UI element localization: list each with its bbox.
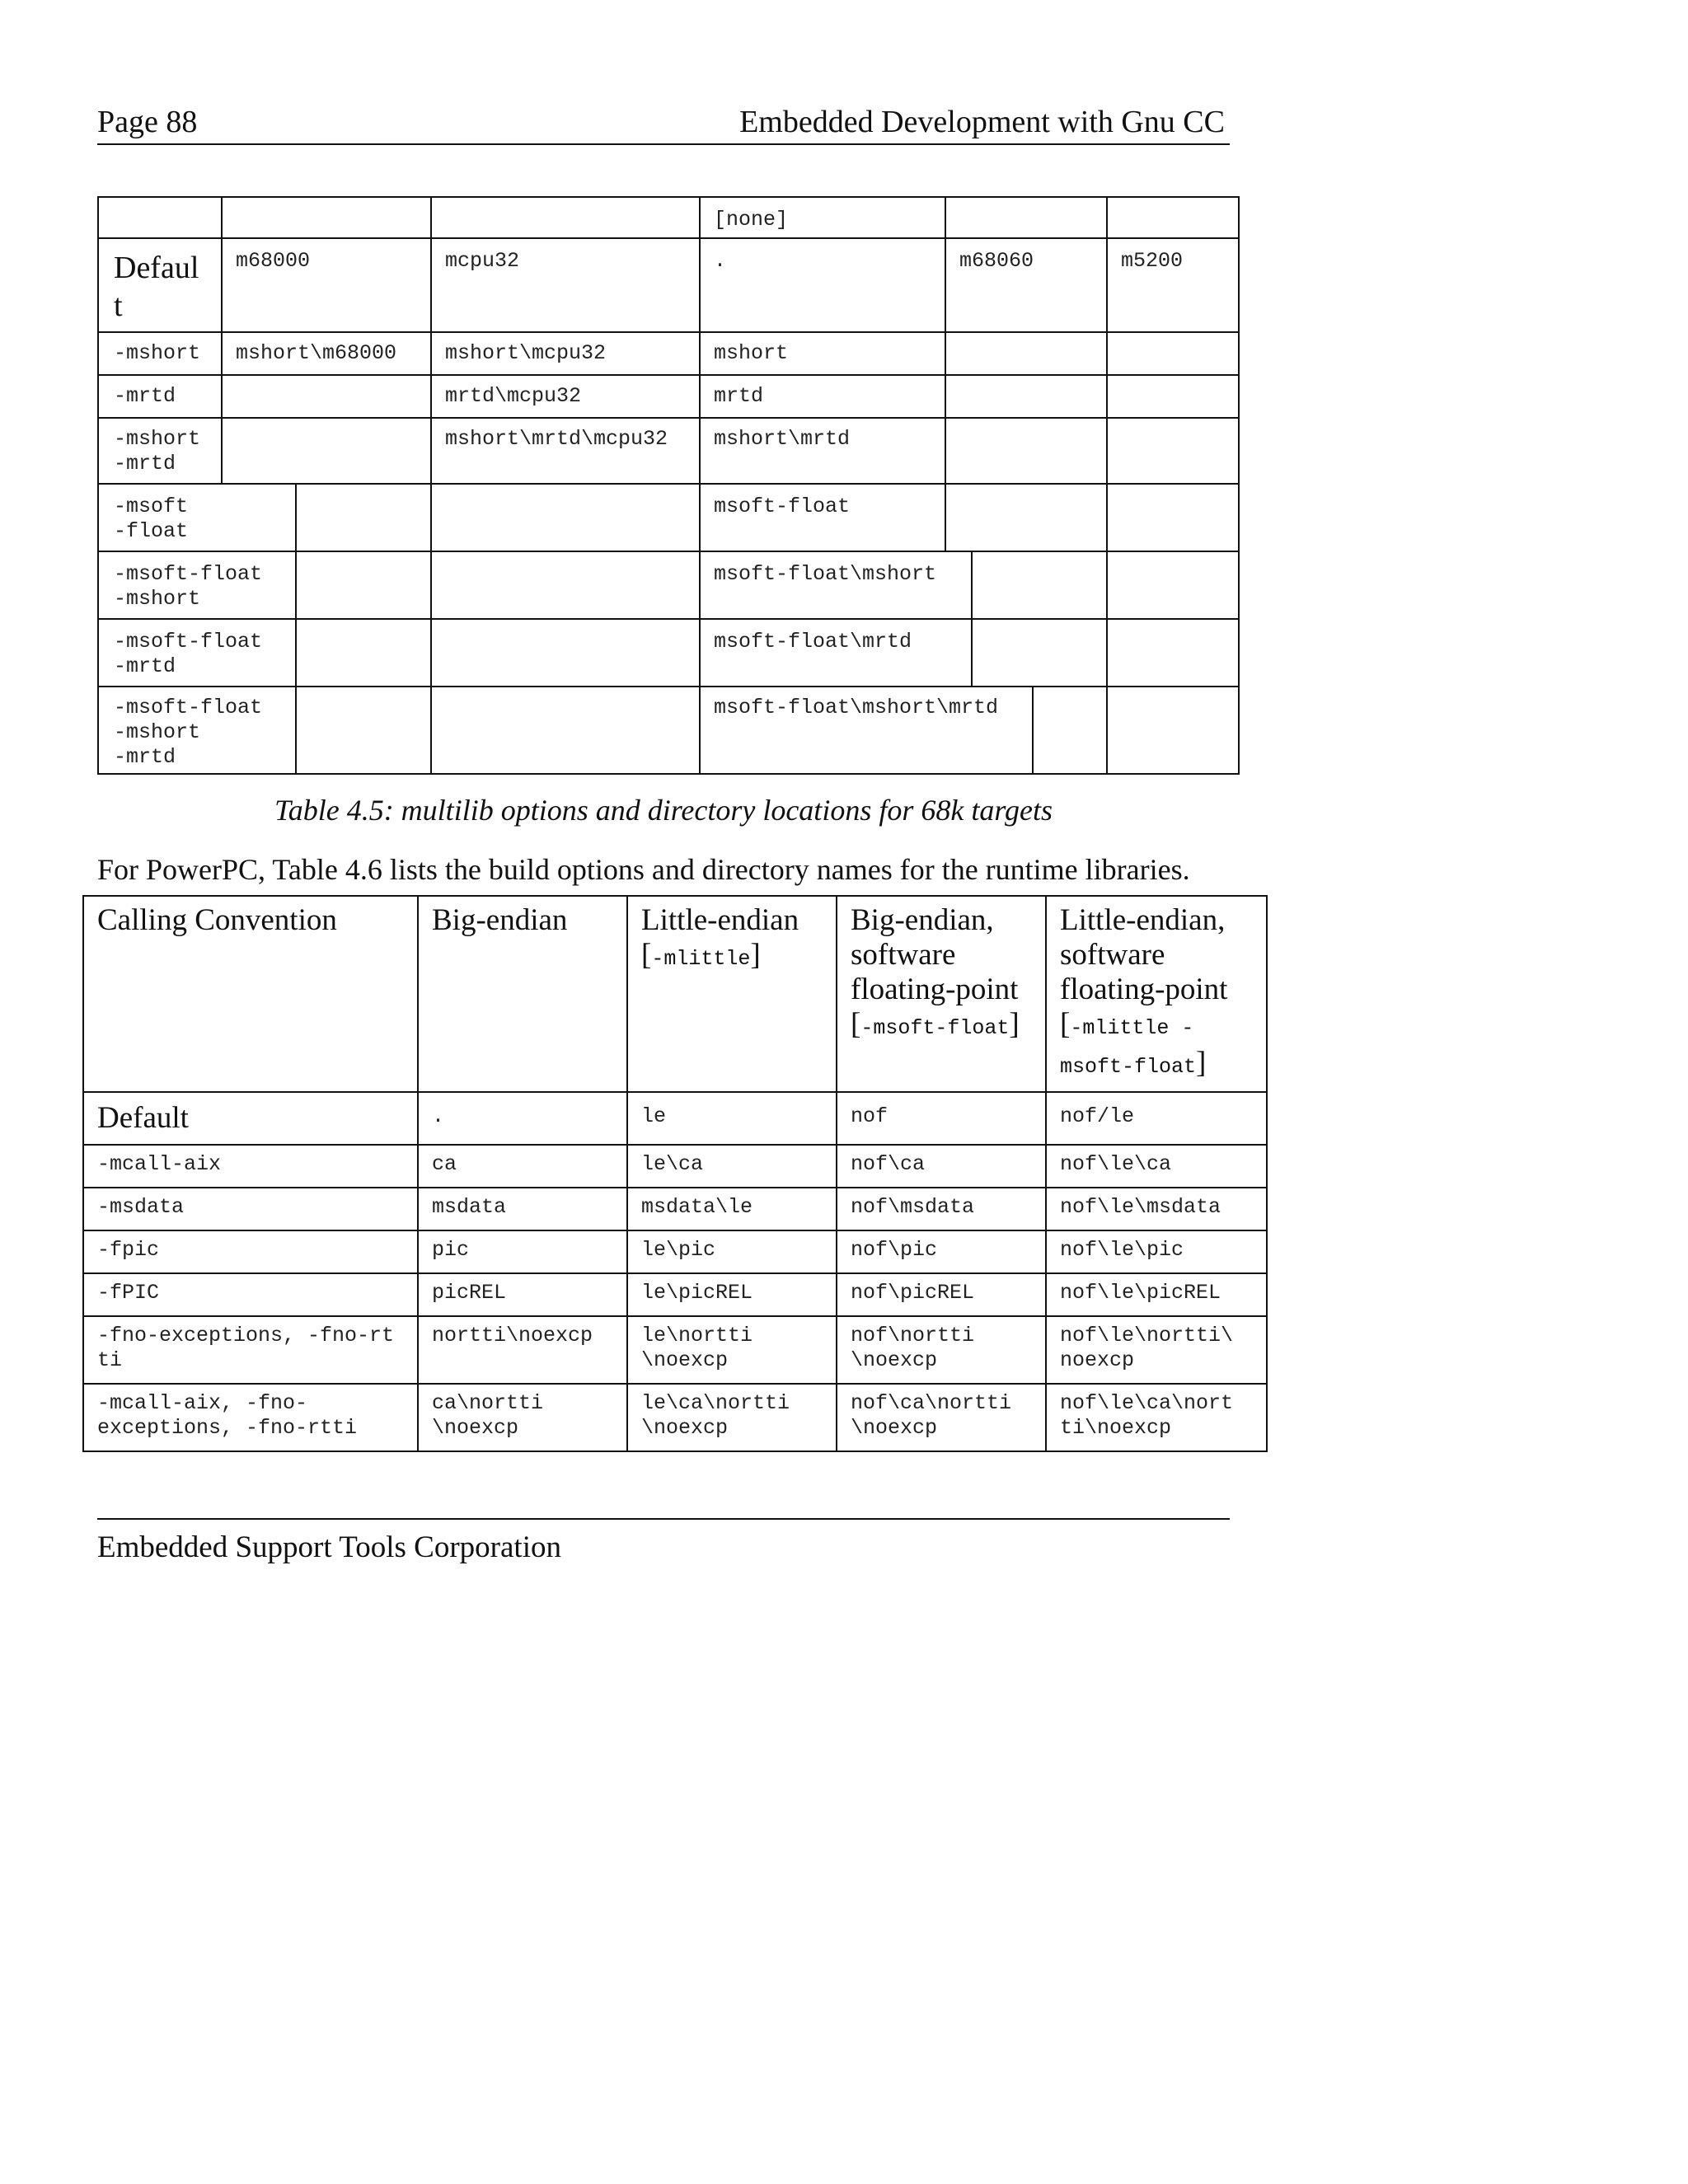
cell: -mshort: [114, 341, 201, 365]
header-big-endian: Big-endian: [418, 896, 627, 1092]
table-row: Default . le nof nof/le: [83, 1092, 1267, 1145]
cell: m5200: [1121, 249, 1184, 273]
page-number: Page 88: [97, 105, 198, 139]
cell: msoft-float\mshort: [714, 562, 937, 586]
page-header: [97, 104, 1230, 145]
header-little-endian: Little-endian [-mlittle]: [627, 896, 837, 1092]
cell: mshort\mcpu32: [445, 341, 607, 365]
cell: mshort\m68000: [236, 341, 397, 365]
table-row: -fPIC picREL le\picREL nof\picREL nof\le\picREL: [83, 1273, 1267, 1316]
cell: -msoft-float -mshort -mrtd: [114, 696, 263, 769]
cell: mshort\mrtd\mcpu32: [445, 427, 668, 451]
cell: -msoft-float -mshort: [114, 562, 263, 611]
table-row: -fno-exceptions, -fno-rtti nortti\noexcp le\nortti \noexcp nof\nortti \noexcp nof\le\nortti\ noexcp: [83, 1316, 1267, 1384]
cell: mshort\mrtd: [714, 427, 851, 451]
table-caption: Table 4.5: multilib options and directory locations for 68k targets: [274, 794, 1053, 827]
header-little-endian-soft-float: Little-endian, software floating-point [-mlittle -msoft-float]: [1046, 896, 1267, 1092]
cell: m68060: [959, 249, 1034, 273]
page-footer: [97, 1518, 1230, 1564]
cell: mrtd: [714, 384, 764, 408]
table-header-row: [83, 896, 1267, 1092]
cell: mshort: [714, 341, 789, 365]
table-row: -mcall-aix, -fno- exceptions, -fno-rtti ca\nortti \noexcp le\ca\nortti \noexcp nof\ca\nortti \noexcp nof\le\ca\nort ti\noexcp: [83, 1384, 1267, 1451]
table-68k-multilib: [97, 196, 1240, 775]
table-row: -msdata msdata msdata\le nof\msdata nof\le\msdata: [83, 1188, 1267, 1230]
cell-default-label: Defaul t: [114, 251, 199, 323]
cell: msoft-float: [714, 494, 851, 518]
body-paragraph: For PowerPC, Table 4.6 lists the build options and directory names for the runtime libraries.: [97, 853, 1190, 886]
cell: msoft-float\mshort\mrtd: [714, 696, 999, 719]
cell: -msoft-float -mrtd: [114, 630, 263, 678]
cell: -mshort -mrtd: [114, 427, 201, 476]
table-row: -mcall-aix ca le\ca nof\ca nof\le\ca: [83, 1145, 1267, 1188]
cell: .: [714, 249, 727, 273]
running-title: Embedded Development with Gnu CC: [739, 105, 1225, 139]
cell: -mrtd: [114, 384, 176, 408]
header-calling-convention: Calling Convention: [83, 896, 418, 1092]
cell: -msoft -float: [114, 494, 189, 543]
cell-none: [none]: [714, 208, 789, 232]
cell: m68000: [236, 249, 311, 273]
cell: mcpu32: [445, 249, 520, 273]
cell: msoft-float\mrtd: [714, 630, 912, 654]
header-big-endian-soft-float: Big-endian, software floating-point [-msoft-float]: [837, 896, 1046, 1092]
table-row: -fpic pic le\pic nof\pic nof\le\pic: [83, 1230, 1267, 1273]
table-powerpc-multilib: [82, 895, 1268, 1452]
cell: mrtd\mcpu32: [445, 384, 582, 408]
footer-company: Embedded Support Tools Corporation: [97, 1530, 561, 1564]
